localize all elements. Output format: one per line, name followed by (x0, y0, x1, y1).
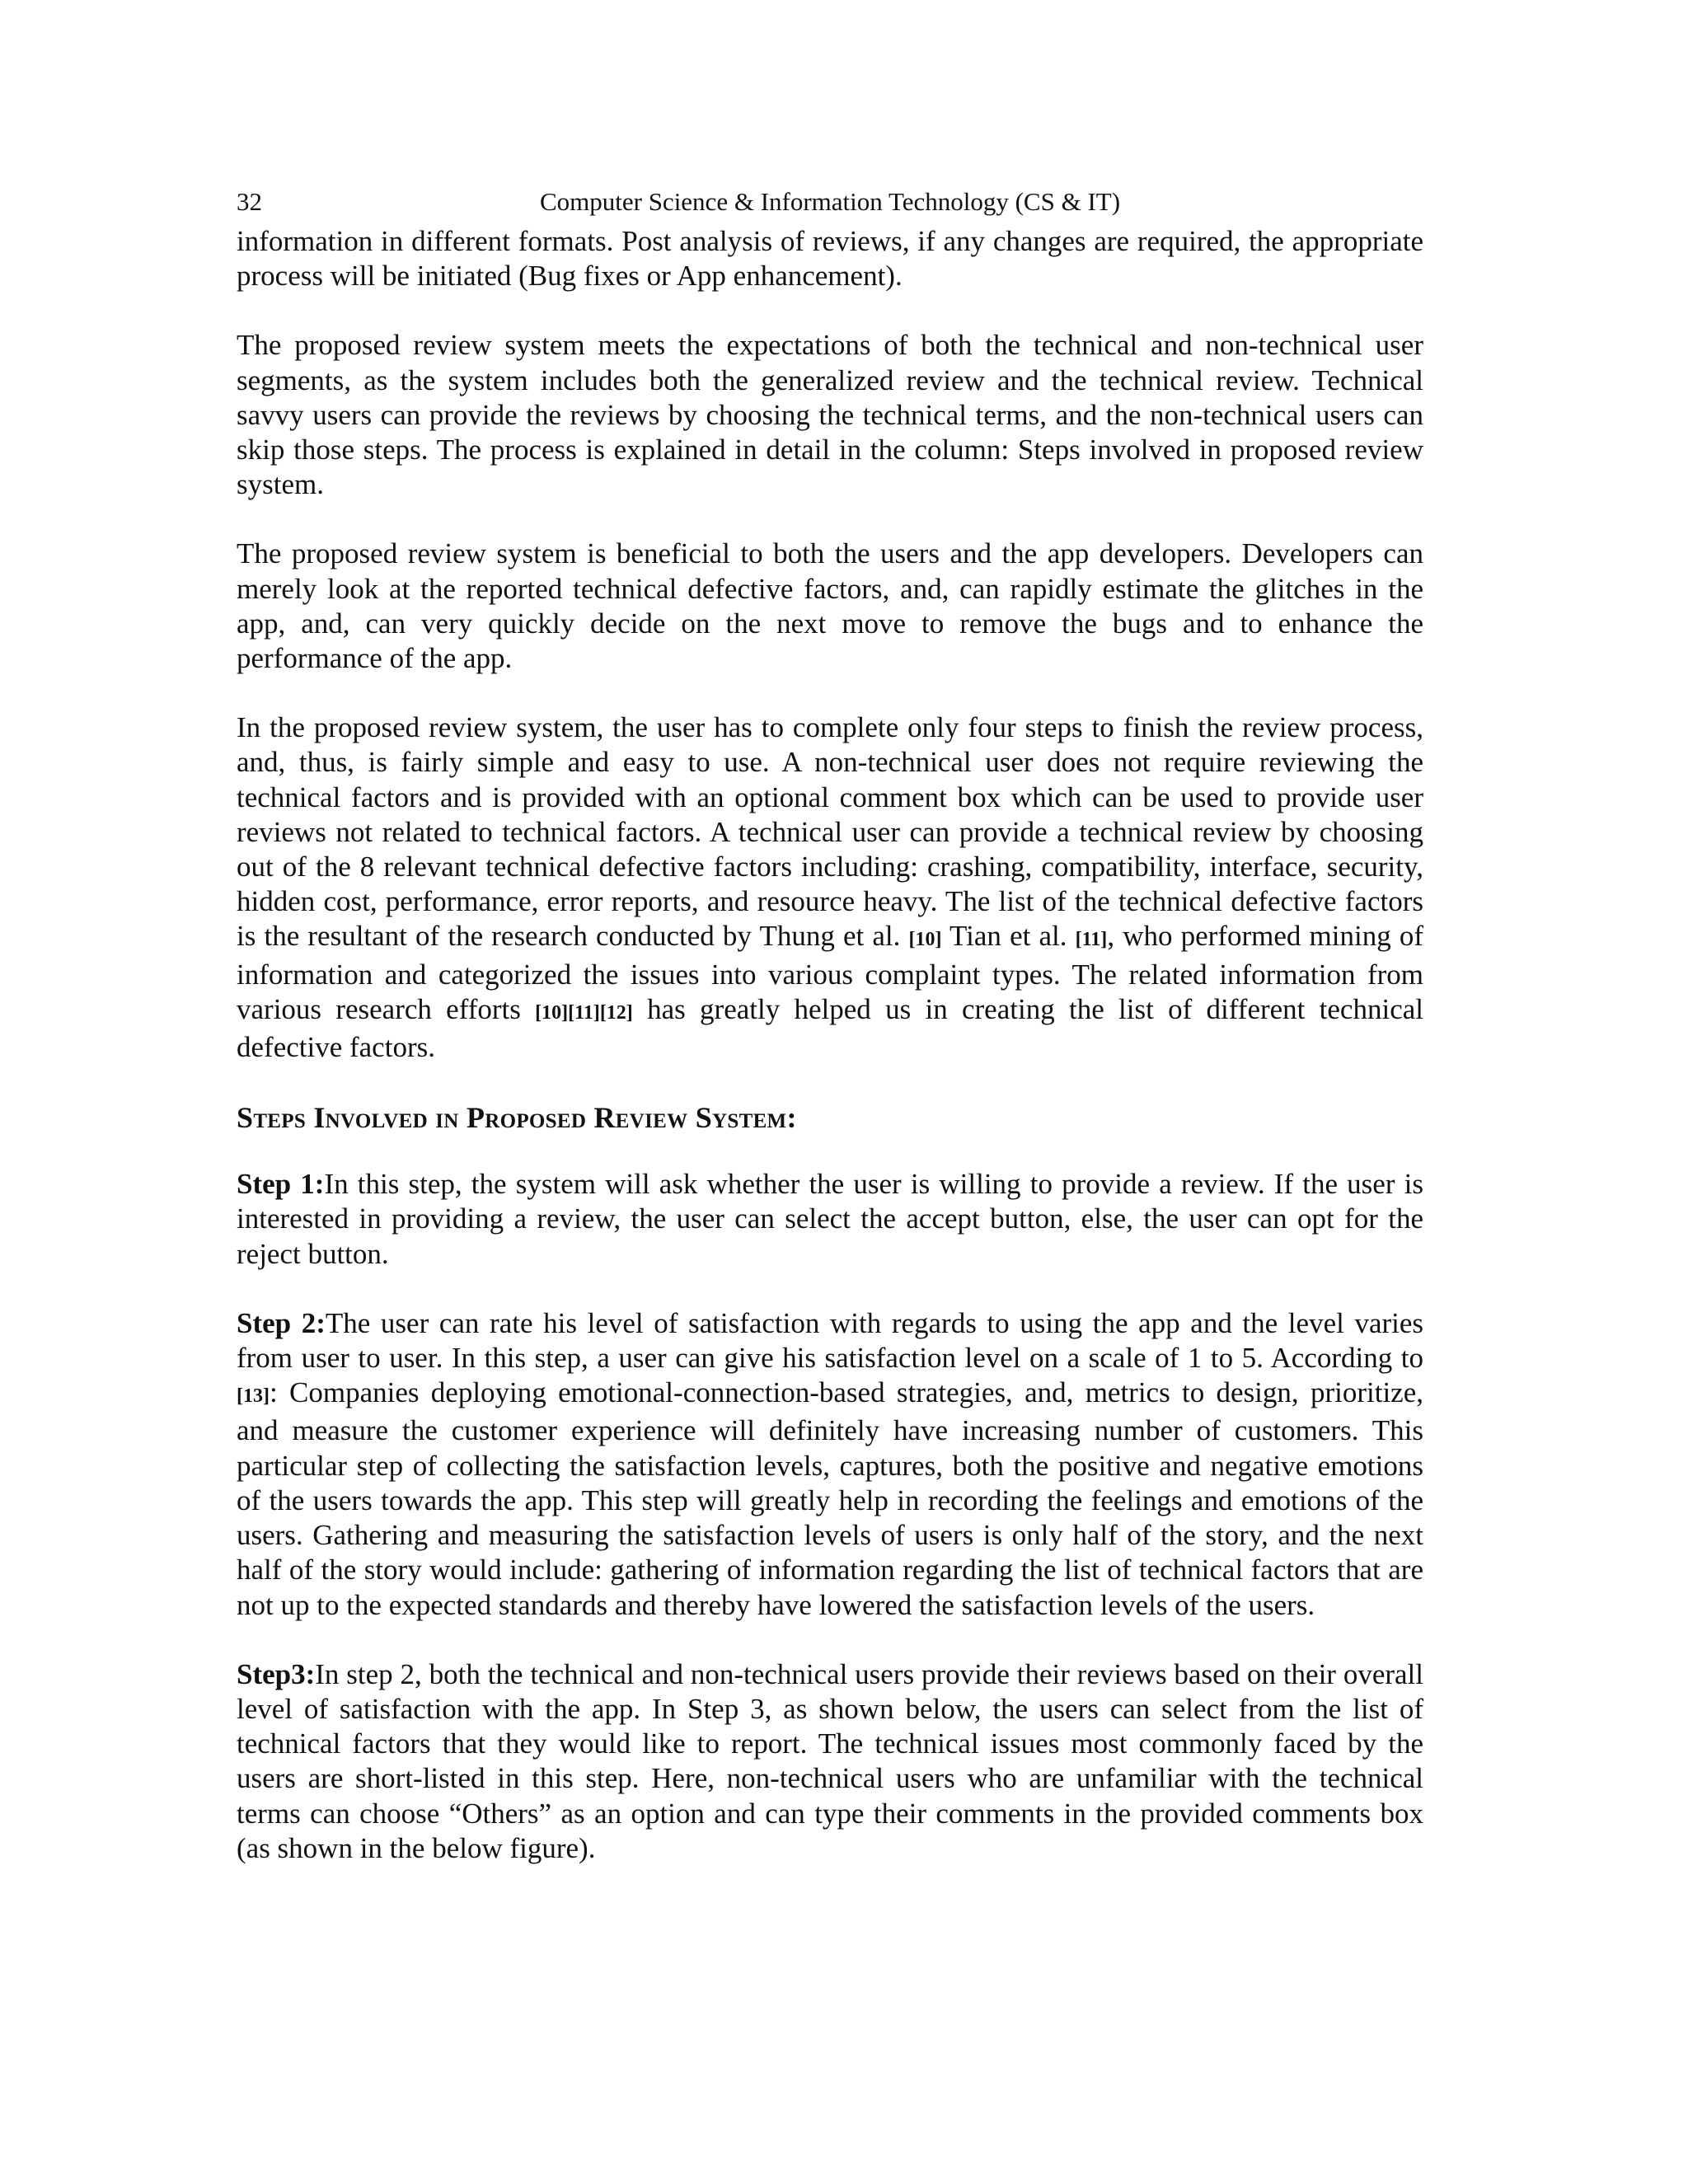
step-2-text-2: : Companies deploying emotional-connection-based strategies, and, metrics to design, prioritize, and measure the customer experience will definitely have increasing number of customers. This particular step of collecting the satisfaction levels, captures, both the positive and negative emotions of the users towards the app. This step will greatly help in recording the feelings and emotions of the users. Gathering and measuring the satisfaction levels of users is only half of the story, and the next half of the story would include: gathering of information regarding the list of technical factors that are not up to the expected standards and thereby have lowered the satisfaction levels of the users. (237, 1376, 1423, 1621)
step-2-paragraph (237, 1306, 1423, 1623)
citation-10-11-12: [10][11][12] (535, 1001, 633, 1024)
citation-11: [11] (1075, 929, 1108, 951)
step-3-label: Step3: (237, 1657, 316, 1690)
citation-13: [13] (237, 1385, 270, 1408)
step-1-text: In this step, the system will ask whether the user is willing to provide a review. If the user is interested in providing a review, the user can select the accept button, else, the user can opt for the reject button. (237, 1168, 1423, 1270)
citation-10: [10] (908, 929, 942, 951)
step-2-text-1: The user can rate his level of satisfaction with regards to using the app and the level varies from user to user. In this step, a user can give his satisfaction level on a scale of 1 to 5. According to (237, 1306, 1424, 1375)
section-heading: Steps Involved in Proposed Review System: (237, 1101, 797, 1135)
journal-title: Computer Science & Information Technology (CS & IT) (539, 187, 1121, 216)
paragraph-4-text-2: Tian et al. (941, 920, 1076, 953)
step-2-label: Step 2: (237, 1306, 326, 1339)
step-1-paragraph (237, 1167, 1423, 1272)
paragraph-3: The proposed review system is beneficial to both the users and the app developers. Developers can merely look at the reported technical defective factors, and, can rapidly estimate the glitches in the app, and, can very quickly decide on the next move to remove the bugs and to enhance the performance of the app. (237, 537, 1423, 675)
paragraph-1: information in different formats. Post analysis of reviews, if any changes are required, the appropriate process will be initiated (Bug fixes or App enhancement). (237, 225, 1423, 293)
paragraph-4-text-4: has greatly helped us in creating the list of different technical defective factors. (237, 992, 1423, 1064)
step-1-label: Step 1: (237, 1168, 325, 1201)
step-3-paragraph (237, 1657, 1423, 1866)
running-header (237, 180, 1423, 224)
step-3-text: In step 2, both the technical and non-technical users provide their reviews based on their overall level of satisfaction with the app. In Step 3, as shown below, the users can select from the list of technical factors that they would like to report. The technical issues most commonly faced by the users are short-listed in this step. Here, non-technical users who are unfamiliar with the technical terms can choose “Others” as an option and can type their comments in the provided comments box (as shown in the below figure). (237, 1657, 1423, 1864)
page-number: 32 (237, 187, 262, 216)
page-content (237, 180, 1423, 1900)
paragraph-2: The proposed review system meets the expectations of both the technical and non-technical user segments, as the system includes both the generalized review and the technical review. Technical savvy users can provide the reviews by choosing the technical terms, and the non-technical users can skip those steps. The process is explained in detail in the column: Steps involved in proposed review system. (237, 329, 1423, 501)
paragraph-4-text-3: , who performed mining of information and categorized the issues into various complaint types. The related information from various research efforts (237, 920, 1423, 1025)
paragraph-4 (237, 710, 1423, 1065)
paragraph-4-text-1: In the proposed review system, the user has to complete only four steps to finish the review process, and, thus, is fairly simple and easy to use. A non-technical user does not require reviewing the technical factors and is provided with an optional comment box which can be used to provide user reviews not related to technical factors. A technical user can provide a technical review by choosing out of the 8 relevant technical defective factors including: crashing, compatibility, interface, security, hidden cost, performance, error reports, and resource heavy. The list of the technical defective factors is the resultant of the research conducted by Thung et al. (237, 711, 1423, 953)
